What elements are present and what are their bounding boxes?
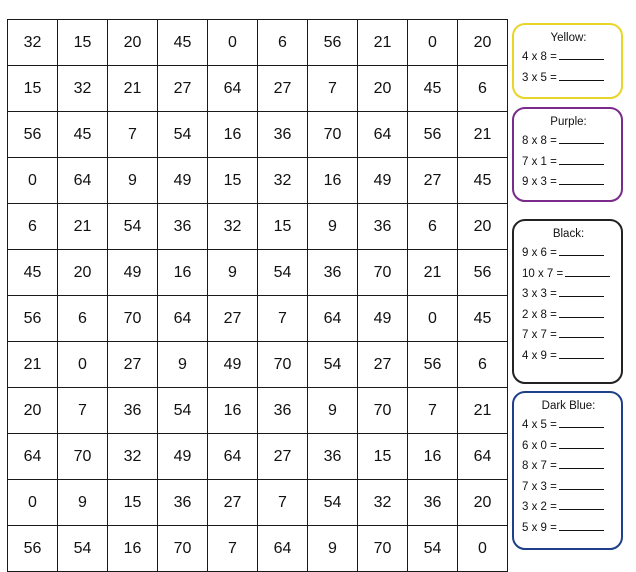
grid-row [8, 480, 508, 526]
panel-title: Yellow: [550, 32, 587, 44]
problem-text: 7 x 3 = [522, 480, 557, 493]
grid-cell: 54 [158, 388, 208, 434]
grid-cell: 49 [158, 434, 208, 480]
grid-cell: 20 [58, 250, 108, 296]
grid-cell: 0 [8, 158, 58, 204]
problem-line [522, 518, 615, 539]
answer-blank[interactable] [559, 131, 604, 144]
grid-cell: 21 [108, 66, 158, 112]
grid-cell: 70 [108, 296, 158, 342]
grid-cell: 36 [358, 204, 408, 250]
grid-cell: 70 [358, 250, 408, 296]
grid-cell: 0 [58, 342, 108, 388]
grid-cell: 54 [308, 342, 358, 388]
problem-text: 3 x 3 = [522, 288, 557, 300]
grid-cell: 32 [8, 20, 58, 66]
problem-line [522, 305, 615, 326]
grid-cell: 49 [108, 250, 158, 296]
grid-cell: 64 [158, 296, 208, 342]
answer-blank[interactable] [559, 477, 604, 490]
grid-cell: 9 [208, 250, 258, 296]
grid-cell: 20 [8, 388, 58, 434]
problem-text: 4 x 9 = [522, 349, 557, 362]
grid-cell: 64 [258, 526, 308, 572]
grid-cell: 16 [158, 250, 208, 296]
grid-cell: 0 [408, 20, 458, 66]
grid-cell: 6 [258, 20, 308, 66]
grid-cell: 32 [58, 66, 108, 112]
grid-cell: 36 [158, 204, 208, 250]
grid-cell: 21 [358, 20, 408, 66]
grid-row [8, 434, 508, 480]
problem-line [522, 415, 615, 436]
grid-cell: 0 [408, 296, 458, 342]
grid-row [8, 158, 508, 204]
grid-cell: 16 [108, 526, 158, 572]
grid-cell: 20 [458, 20, 508, 66]
answer-blank[interactable] [559, 325, 604, 338]
grid-cell: 20 [458, 480, 508, 526]
problem-text: 2 x 8 = [522, 308, 557, 321]
problem-text: 9 x 6 = [522, 247, 557, 259]
grid-cell: 49 [358, 158, 408, 204]
grid-cell: 45 [58, 112, 108, 158]
grid-cell: 56 [8, 112, 58, 158]
grid-cell: 16 [208, 112, 258, 158]
grid-cell: 64 [208, 434, 258, 480]
problem-text: 9 x 3 = [522, 176, 557, 188]
grid-cell: 36 [258, 112, 308, 158]
panel-dark-blue [512, 391, 623, 550]
grid-cell: 21 [8, 342, 58, 388]
answer-blank[interactable] [559, 436, 604, 449]
answer-blank[interactable] [559, 284, 604, 297]
grid-cell: 36 [308, 434, 358, 480]
grid-cell: 56 [458, 250, 508, 296]
grid-cell: 45 [8, 250, 58, 296]
answer-blank[interactable] [559, 47, 604, 60]
grid-row [8, 296, 508, 342]
grid-cell: 27 [208, 296, 258, 342]
panel-title: Black: [552, 228, 585, 240]
grid-cell: 56 [8, 296, 58, 342]
grid-cell: 64 [358, 112, 408, 158]
grid-cell: 7 [108, 112, 158, 158]
grid-cell: 36 [308, 250, 358, 296]
answer-blank[interactable] [559, 68, 604, 81]
grid-cell: 45 [408, 66, 458, 112]
problem-line [522, 497, 615, 518]
grid-cell: 45 [458, 158, 508, 204]
grid-cell: 49 [158, 158, 208, 204]
grid-cell: 21 [58, 204, 108, 250]
grid-cell: 16 [408, 434, 458, 480]
problem-line [522, 346, 615, 367]
grid-row [8, 250, 508, 296]
grid-row [8, 388, 508, 434]
grid-cell: 54 [258, 250, 308, 296]
grid-cell: 16 [208, 388, 258, 434]
grid-cell: 6 [458, 66, 508, 112]
problem-line [522, 172, 615, 193]
problem-text: 5 x 9 = [522, 521, 557, 534]
grid-row [8, 526, 508, 572]
grid-cell: 70 [58, 434, 108, 480]
grid-cell: 70 [358, 388, 408, 434]
grid-cell: 27 [208, 480, 258, 526]
problem-line [522, 264, 615, 285]
grid-cell: 7 [58, 388, 108, 434]
problem-line [522, 243, 615, 264]
answer-blank[interactable] [559, 497, 604, 510]
grid-cell: 6 [458, 342, 508, 388]
grid-cell: 36 [108, 388, 158, 434]
grid-cell: 70 [258, 342, 308, 388]
grid-cell: 70 [308, 112, 358, 158]
grid-cell: 64 [58, 158, 108, 204]
grid-cell: 45 [158, 20, 208, 66]
grid-cell: 54 [58, 526, 108, 572]
grid-cell: 9 [308, 388, 358, 434]
problem-text: 8 x 8 = [522, 135, 557, 147]
grid-cell: 64 [308, 296, 358, 342]
grid-cell: 54 [158, 112, 208, 158]
grid-cell: 15 [258, 204, 308, 250]
grid-cell: 27 [158, 66, 208, 112]
grid-cell: 54 [408, 526, 458, 572]
answer-blank[interactable] [559, 518, 604, 531]
panel-title: Purple: [550, 116, 587, 128]
grid-cell: 21 [408, 250, 458, 296]
grid-cell: 6 [8, 204, 58, 250]
grid-cell: 15 [358, 434, 408, 480]
grid-cell: 7 [308, 66, 358, 112]
grid-cell: 32 [258, 158, 308, 204]
grid-cell: 15 [208, 158, 258, 204]
grid-cell: 27 [258, 434, 308, 480]
grid-cell: 27 [408, 158, 458, 204]
grid-cell: 64 [458, 434, 508, 480]
problem-line [522, 477, 615, 498]
grid-cell: 56 [408, 112, 458, 158]
grid-cell: 0 [458, 526, 508, 572]
problem-text: 8 x 7 = [522, 460, 557, 472]
grid-row [8, 20, 508, 66]
grid-cell: 9 [308, 526, 358, 572]
grid-cell: 6 [58, 296, 108, 342]
grid-cell: 7 [408, 388, 458, 434]
grid-cell: 49 [208, 342, 258, 388]
problem-text: 7 x 1 = [522, 155, 557, 168]
grid-cell: 20 [108, 20, 158, 66]
grid-cell: 27 [358, 342, 408, 388]
color-by-number-grid [7, 19, 508, 572]
problem-text: 3 x 2 = [522, 501, 557, 513]
answer-blank[interactable] [559, 305, 604, 318]
grid-cell: 20 [358, 66, 408, 112]
grid-cell: 21 [458, 388, 508, 434]
grid-cell: 7 [258, 296, 308, 342]
answer-blank[interactable] [559, 456, 604, 469]
grid-cell: 9 [108, 158, 158, 204]
grid-row [8, 204, 508, 250]
problem-line [522, 47, 615, 68]
problem-line [522, 436, 615, 457]
grid-cell: 54 [308, 480, 358, 526]
panel-black [512, 219, 623, 384]
grid-cell: 36 [408, 480, 458, 526]
grid-cell: 6 [408, 204, 458, 250]
answer-blank[interactable] [559, 346, 604, 359]
grid-cell: 64 [208, 66, 258, 112]
grid-cell: 15 [108, 480, 158, 526]
problem-line [522, 68, 615, 89]
grid-cell: 27 [258, 66, 308, 112]
problem-text: 7 x 7 = [522, 329, 557, 341]
grid-row [8, 112, 508, 158]
problem-text: 3 x 5 = [522, 71, 557, 84]
answer-blank[interactable] [559, 243, 604, 256]
grid-cell: 70 [358, 526, 408, 572]
answer-blank[interactable] [559, 415, 604, 428]
grid-cell: 64 [8, 434, 58, 480]
grid-cell: 27 [108, 342, 158, 388]
grid-cell: 32 [208, 204, 258, 250]
grid-cell: 9 [308, 204, 358, 250]
grid-cell: 21 [458, 112, 508, 158]
problem-text: 6 x 0 = [522, 439, 557, 452]
grid-cell: 15 [58, 20, 108, 66]
grid-cell: 15 [8, 66, 58, 112]
problem-text: 4 x 5 = [522, 419, 557, 431]
answer-blank[interactable] [565, 264, 610, 277]
grid-cell: 7 [208, 526, 258, 572]
grid-cell: 0 [8, 480, 58, 526]
grid-cell: 9 [58, 480, 108, 526]
problem-line [522, 284, 615, 305]
grid-cell: 56 [308, 20, 358, 66]
panel-yellow [512, 23, 623, 99]
grid-cell: 49 [358, 296, 408, 342]
panel-title: Dark Blue: [541, 400, 596, 412]
grid-row [8, 342, 508, 388]
grid-cell: 7 [258, 480, 308, 526]
problem-line [522, 456, 615, 477]
panel-purple [512, 107, 623, 202]
grid-cell: 20 [458, 204, 508, 250]
problem-line [522, 131, 615, 152]
grid-cell: 36 [158, 480, 208, 526]
grid-cell: 54 [108, 204, 158, 250]
grid-cell: 56 [8, 526, 58, 572]
answer-blank[interactable] [559, 152, 604, 165]
grid-cell: 16 [308, 158, 358, 204]
grid-cell: 32 [358, 480, 408, 526]
problem-line [522, 152, 615, 173]
problem-line [522, 325, 615, 346]
problem-text: 4 x 8 = [522, 51, 557, 63]
grid-cell: 70 [158, 526, 208, 572]
problem-text: 10 x 7 = [522, 267, 564, 280]
grid-cell: 9 [158, 342, 208, 388]
grid-cell: 0 [208, 20, 258, 66]
answer-blank[interactable] [559, 172, 604, 185]
grid-row [8, 66, 508, 112]
grid-cell: 36 [258, 388, 308, 434]
grid-cell: 56 [408, 342, 458, 388]
grid-cell: 32 [108, 434, 158, 480]
grid-cell: 45 [458, 296, 508, 342]
